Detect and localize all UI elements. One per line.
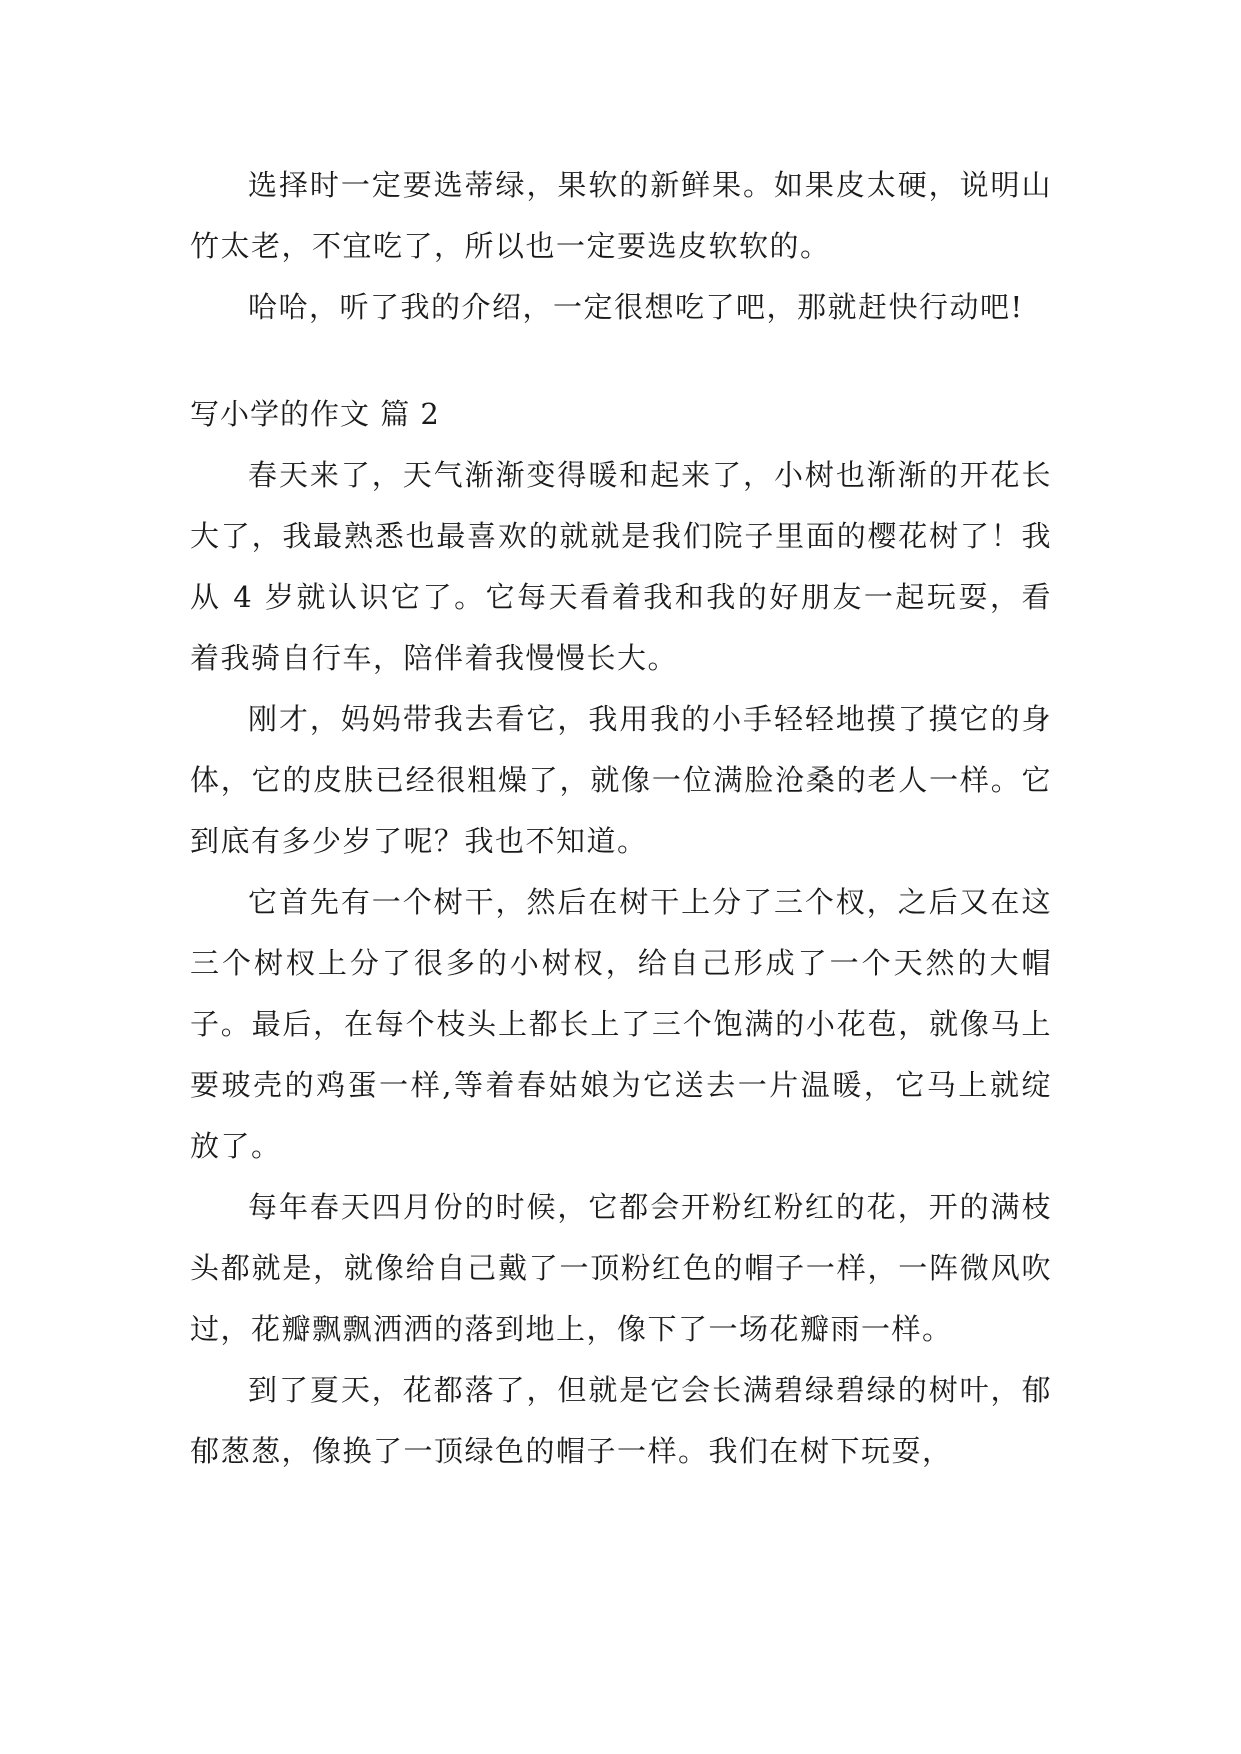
paragraph-tree-structure: 它首先有一个树干，然后在树干上分了三个杈，之后又在这三个树杈上分了很多的小树杈，给自己形成了一个天然的大帽子。最后，在每个枝头上都长上了三个饱满的小花苞，就像马上要玻壳的鸡蛋一样,等着春姑娘为它送去一片温暖，它马上就绽放了。 (190, 885, 1052, 1163)
document-body (190, 155, 1052, 1482)
paragraph-spring-cherry-tree: 春天来了，天气渐渐变得暖和起来了，小树也渐渐的开花长大了，我最熟悉也最喜欢的就就是我们院子里面的樱花树了！我从 4 岁就认识它了。它每天看着我和我的好朋友一起玩耍，看着我骑自行车，陪伴着我慢慢长大。 (190, 458, 1052, 675)
section-title: 写小学的作文 篇 2 (190, 397, 440, 431)
paragraph-mangosteen-closing: 哈哈，听了我的介绍，一定很想吃了吧，那就赶快行动吧! (248, 290, 1024, 324)
paragraph-april-blossoms: 每年春天四月份的时候，它都会开粉红粉红的花，开的满枝头都就是，就像给自己戴了一顶粉红色的帽子一样，一阵微风吹过，花瓣飘飘洒洒的落到地上，像下了一场花瓣雨一样。 (190, 1190, 1052, 1346)
paragraph-summer-leaves: 到了夏天，花都落了，但就是它会长满碧绿碧绿的树叶，郁郁葱葱，像换了一顶绿色的帽子一样。我们在树下玩耍， (190, 1373, 1052, 1468)
paragraph-mangosteen-selection: 选择时一定要选蒂绿，果软的新鲜果。如果皮太硬，说明山竹太老，不宜吃了，所以也一定要选皮软软的。 (190, 168, 1052, 263)
paragraph-touching-tree: 刚才，妈妈带我去看它，我用我的小手轻轻地摸了摸它的身体，它的皮肤已经很粗燥了，就像一位满脸沧桑的老人一样。它到底有多少岁了呢？我也不知道。 (190, 702, 1052, 858)
